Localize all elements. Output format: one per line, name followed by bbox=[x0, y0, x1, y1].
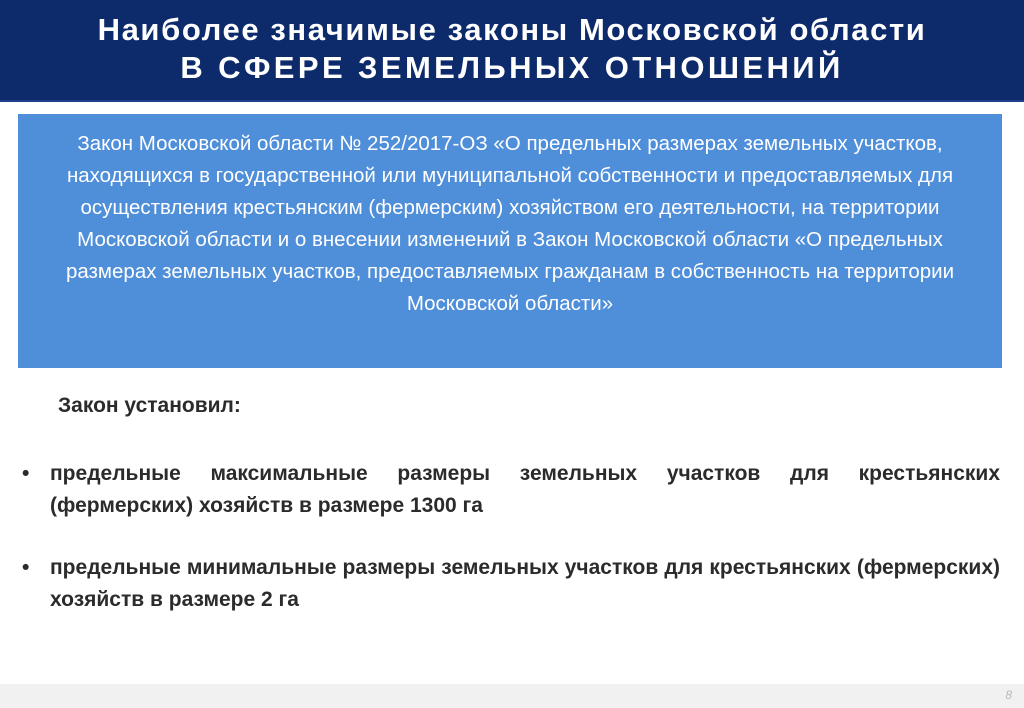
list-item-text: предельные максимальные размеры земельных участков для крестьянских (фермерских) хозяйств в размере 1300 га bbox=[50, 462, 1000, 517]
slide-title-line-1: Наиболее значимые законы Московской области bbox=[97, 12, 927, 47]
law-title-text: Закон Московской области № 252/2017-ОЗ «О предельных размерах земельных участков, находящихся в государственной или муниципальной собственности и предоставляемых для осуществления крестьянским (фермерским) хозяйством его деятельности, на территории Московской области и о внесении изменений в Закон Московской области «О предельных размерах земельных участков, предоставляемых гражданам в собственность на территории Московской области» bbox=[65, 132, 955, 315]
slide-title-line-2: В СФЕРЕ ЗЕМЕЛЬНЫХ ОТНОШЕНИЙ bbox=[180, 50, 844, 85]
provisions-list bbox=[22, 458, 1000, 646]
list-item-min-size bbox=[22, 552, 1000, 616]
list-item-max-size bbox=[22, 458, 1000, 522]
intro-heading: Закон установил: bbox=[58, 394, 241, 417]
list-item-text: предельные минимальные размеры земельных участков для крестьянских (фермерских) хозяйств в размере 2 га bbox=[50, 556, 1000, 611]
page-number: 8 bbox=[1005, 688, 1012, 702]
footer-bar bbox=[0, 684, 1024, 708]
bullet-icon: • bbox=[22, 556, 30, 579]
law-title-box bbox=[18, 114, 1002, 368]
slide-header bbox=[0, 0, 1024, 102]
bullet-icon: • bbox=[22, 462, 30, 485]
